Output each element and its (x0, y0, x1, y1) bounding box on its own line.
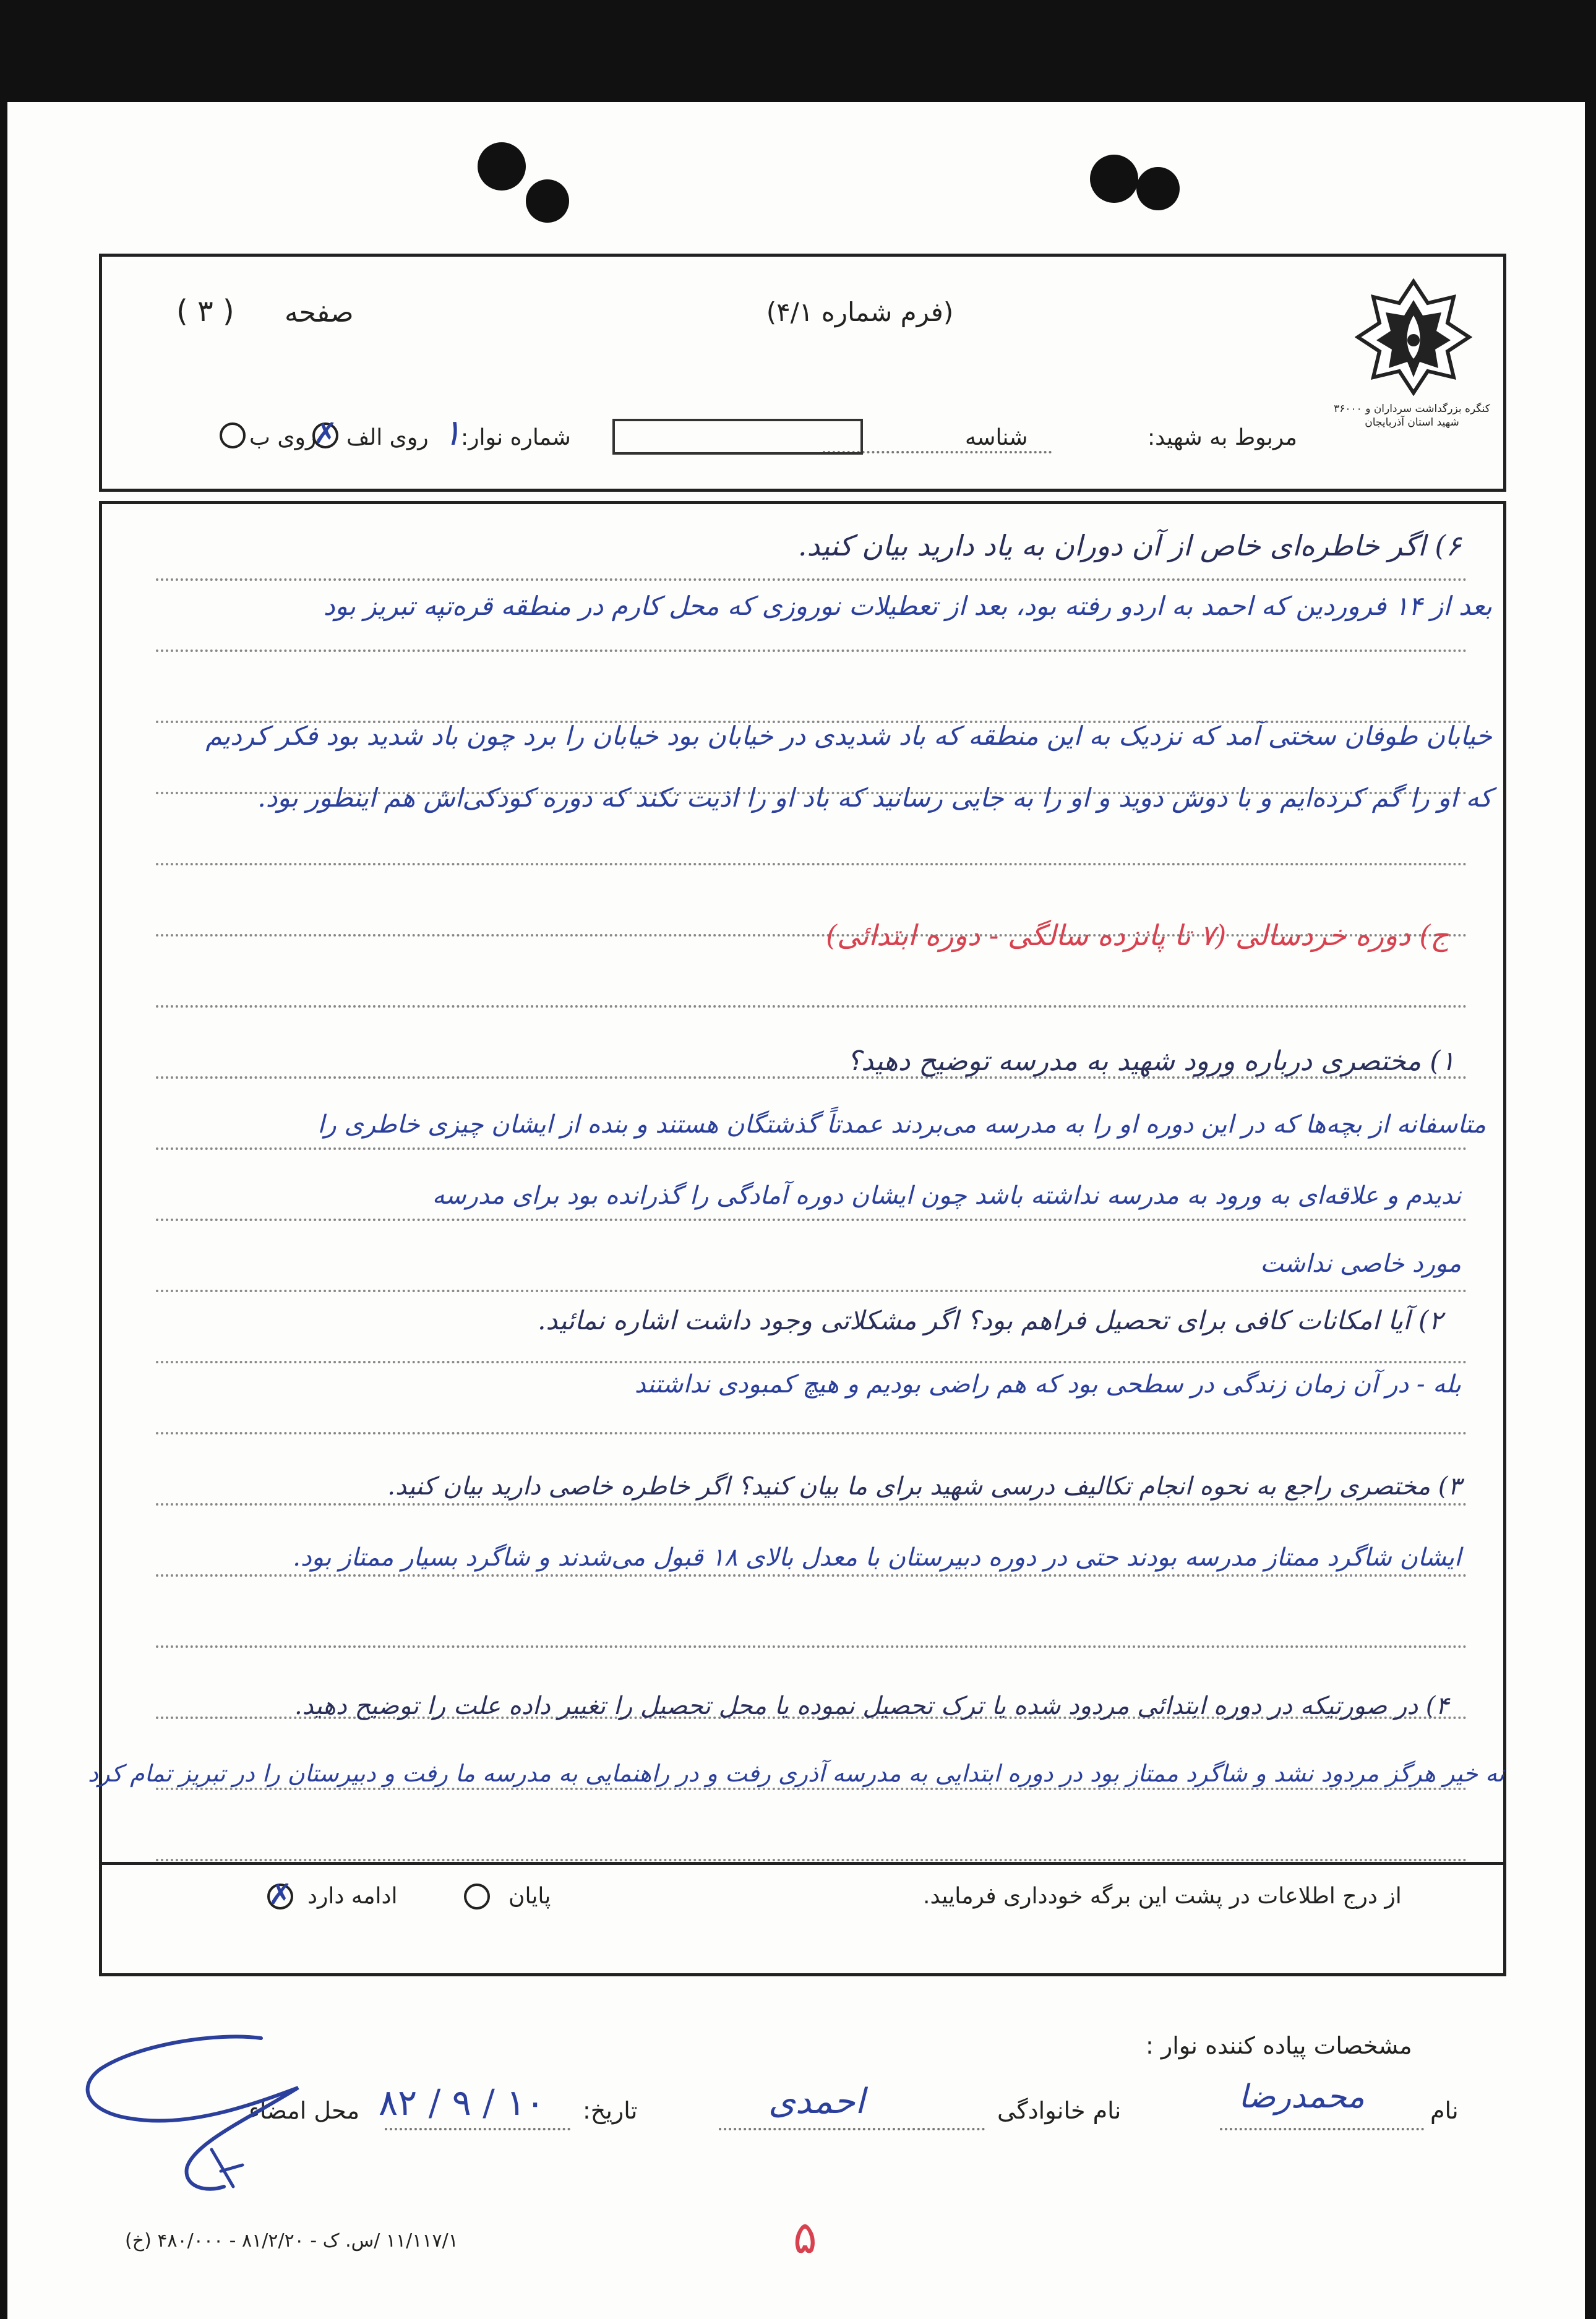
ruled-line (156, 1147, 1467, 1150)
answer-6-line-3: که او را گم کرده‌ایم و با دوش دوید و او را به جایی رسانید که باد او را اذیت نکند که دوره کودکی‌اش هم اینطور بود. (257, 782, 1492, 813)
punch-hole (1090, 155, 1138, 203)
signature-label: محل امضاء (249, 2097, 360, 2124)
end-checkbox[interactable] (464, 1884, 490, 1910)
ruled-line (156, 1859, 1467, 1861)
tape-number-value: ۱ (442, 411, 462, 453)
question-4: ۴) در صورتیکه در دوره ابتدائی مردود شده یا ترک تحصیل نموده یا محل تحصیل را تغییر داده علت را توضیح دهید. (294, 1692, 1449, 1720)
punch-hole (526, 179, 569, 223)
ruled-line (156, 1645, 1467, 1648)
related-to-martyr-label: مربوط به شهید: (1148, 425, 1297, 450)
date-value: ۸۲ / ۹ / ۱۰ (379, 2081, 545, 2124)
ruled-line (156, 1005, 1467, 1008)
answer-2: بله - در آن زمان زندگی در سطحی بود که هم راضی بودیم و هیچ کمبودی نداشتند (634, 1370, 1461, 1399)
question-6: ۶) اگر خاطره‌ای خاص از آن دوران به یاد دارید بیان کنید. (797, 529, 1461, 562)
question-1: ۱) مختصری درباره ورود شهید به مدرسه توضیح دهید؟ (846, 1045, 1455, 1077)
punch-hole (478, 142, 526, 191)
date-label: تاریخ: (583, 2097, 638, 2124)
ruled-line (156, 1219, 1467, 1221)
side-b-checkbox[interactable] (220, 422, 246, 448)
answer-3: ایشان شاگرد ممتاز مدرسه بودند حتی در دوره دبیرستان با معدل بالای ۱۸ قبول می‌شدند و شاگرد بسیار ممتاز بود. (293, 1543, 1461, 1572)
identifier-field[interactable] (612, 419, 863, 455)
transcriber-title: مشخصات پیاده کننده نوار : (1146, 2032, 1412, 2059)
continue-mark: ✗ (268, 1877, 293, 1911)
question-3: ۳) مختصری راجع به نحوه انجام تکالیف درسی شهید برای ما بیان کنید؟ اگر خاطره خاصی دارید بیان کنید. (387, 1472, 1461, 1501)
side-a-mark: ✗ (314, 416, 338, 450)
page-label: صفحه (285, 297, 354, 328)
document-page (7, 102, 1585, 2319)
family-line (719, 2128, 985, 2130)
ruled-line (156, 578, 1467, 581)
ruled-line (156, 1574, 1467, 1577)
continue-checkbox[interactable] (267, 1877, 293, 1911)
identifier-label: شناسه (965, 425, 1028, 450)
family-label: نام خانوادگی (997, 2097, 1122, 2124)
end-label: پایان (508, 1884, 551, 1909)
tape-number-label: شماره نوار: (461, 425, 571, 450)
date-line (385, 2128, 570, 2130)
continue-label: ادامه دارد (307, 1884, 398, 1909)
question-2: ۲) آیا امکانات کافی برای تحصیل فراهم بود؟ اگر مشکلاتی وجود داشت اشاره نمائید. (538, 1305, 1443, 1335)
side-a-checkbox[interactable] (312, 416, 338, 450)
ruled-line (156, 1432, 1467, 1434)
signature-icon (63, 2026, 354, 2205)
header-box (99, 254, 1506, 492)
page-mark: ۵ (793, 2211, 817, 2263)
family-value: احمدی (768, 2081, 865, 2122)
answer-4: نه خیر هرگز مردود نشد و شاگرد ممتاز بود در دوره ابتدایی به مدرسه آذری رفت و در راهنمایی به مدرسه ما رفت و دبیرستان را در تبریز تمام کرد (88, 1760, 1504, 1787)
organization-logo-icon (1355, 278, 1472, 396)
ruled-line (156, 649, 1467, 652)
section-title: ج) دوره خردسالی (۷ تا پانزده سالگی - دوره ابتدائی) (826, 919, 1449, 952)
ruled-line (156, 1290, 1467, 1292)
name-line (1220, 2128, 1424, 2130)
ruled-line (156, 1503, 1467, 1506)
form-number: (فرم شماره ۴/۱) (766, 297, 954, 327)
footer-divider (99, 1862, 1506, 1865)
page-number: ( ۳ ) (176, 294, 234, 328)
name-value: محمدرضا (1238, 2078, 1365, 2115)
answer-1-line-2: ندیدم و علاقه‌ای به ورود به مدرسه نداشته باشد چون ایشان دوره آمادگی را گذرانده بود برای مدرسه (432, 1181, 1461, 1210)
punch-hole (1136, 167, 1180, 210)
ruled-line (156, 1361, 1467, 1363)
logo-caption: کنگره بزرگداشت سرداران و ۳۶۰۰۰ شهید استان آذربایجان (1334, 403, 1490, 429)
side-b-label: روی ب (249, 425, 317, 450)
name-label: نام (1430, 2097, 1459, 2124)
answer-6-line-1: بعد از ۱۴ فروردین که احمد به اردو رفته بود، بعد از تعطیلات نوروزی که محل کارم در منطقه قره‌تپه تبریز بود (323, 591, 1492, 621)
answer-1-line-1: متاسفانه از بچه‌ها که در این دوره او را به مدرسه می‌بردند عمدتاً گذشتگان هستند و بنده از ایشان چیزی خاطری را (317, 1110, 1486, 1139)
form-code: ۱۱/۱۱۷/۱ /س. ک - ۸۱/۲/۲۰ - ۴۸۰/۰۰۰ (خ) (125, 2230, 458, 2252)
side-a-label: روی الف (346, 425, 429, 450)
ruled-line (156, 863, 1467, 865)
answer-1-line-3: مورد خاصی نداشت (1260, 1250, 1461, 1278)
back-side-instruction: از درج اطلاعات در پشت این برگه خودداری فرمایید. (923, 1884, 1402, 1909)
answer-6-line-2: خیابان طوفان سختی آمد که نزدیک به این منطقه که باد شدیدی در خیابان بود خیابان را برد چون باد شدید بود فکر کردیم (205, 721, 1492, 751)
ruled-line (156, 1788, 1467, 1790)
